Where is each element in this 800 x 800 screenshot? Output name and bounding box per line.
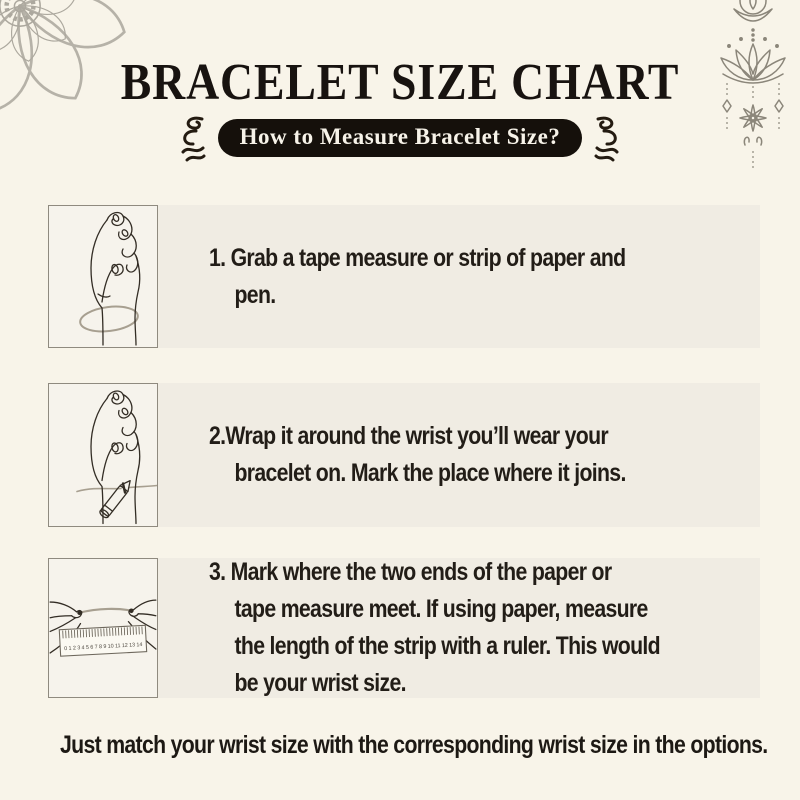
step1-line: 1. Grab a tape measure or strip of paper and — [209, 243, 626, 272]
footer-note: Just match your wrist size with the corresponding wrist size in the options. — [60, 731, 768, 759]
step-row-1 — [48, 205, 760, 348]
step3-text — [158, 558, 670, 698]
badge-row — [0, 114, 800, 162]
step2-illustration — [48, 383, 158, 527]
step2-text — [158, 383, 670, 527]
step-row-2 — [48, 383, 760, 527]
page-title: BRACELET SIZE CHART — [120, 54, 680, 111]
step2-line: bracelet on. Mark the place where it joins. — [234, 459, 626, 487]
step-row-3 — [48, 558, 760, 698]
hand-pen-marking-icon — [49, 384, 157, 526]
subtitle-badge: How to Measure Bracelet Size? — [218, 119, 583, 157]
hand-tape-loop-icon — [49, 206, 157, 347]
step3-line: be your wrist size. — [234, 669, 406, 697]
step1-illustration — [48, 205, 158, 348]
flourish-left-icon — [177, 114, 207, 162]
flourish-right-icon — [593, 114, 623, 162]
step3-line: 3. Mark where the two ends of the paper or — [209, 558, 612, 586]
step3-illustration — [48, 558, 158, 698]
step1-line: pen. — [234, 280, 276, 309]
step3-line: tape measure meet. If using paper, measure — [234, 595, 648, 623]
hands-ruler-icon — [49, 559, 157, 697]
step3-line: the length of the strip with a ruler. This would — [234, 632, 660, 660]
steps-list — [48, 205, 760, 698]
step2-line: 2.Wrap it around the wrist you’ll wear your — [209, 422, 608, 450]
step1-text — [158, 205, 670, 348]
ruler-numbers: 0 1 2 3 4 5 6 7 8 9 10 11 12 13 14 — [64, 642, 143, 653]
